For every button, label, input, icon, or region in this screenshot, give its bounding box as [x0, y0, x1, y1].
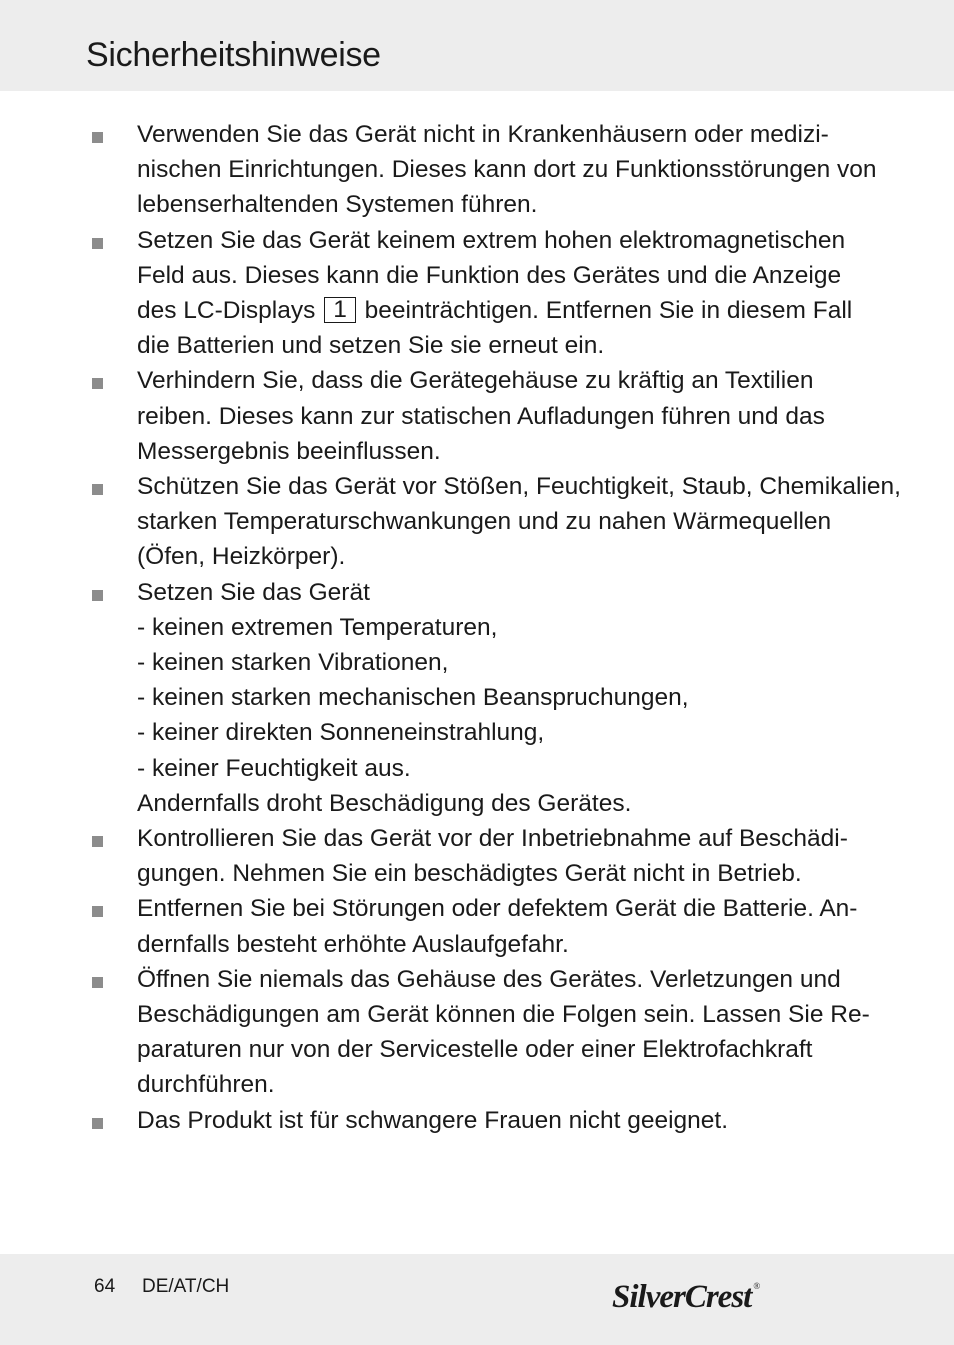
- text-line: Feld aus. Dieses kann die Funktion des Gerätes und die Anzeige: [137, 261, 842, 289]
- text-line: starken Temperaturschwankungen und zu nahen Wärmequellen: [137, 508, 832, 536]
- text-line: Verhindern Sie, dass die Gerätegehäuse zu kräftig an Textilien: [137, 367, 814, 395]
- registered-mark: ®: [753, 1281, 760, 1291]
- text-line: Verwenden Sie das Gerät nicht in Krankenhäusern oder medizi-: [137, 121, 829, 148]
- text-line: Kontrollieren Sie das Gerät vor der Inbetriebnahme auf Beschädi-: [137, 825, 848, 853]
- text-line: paraturen nur von der Servicestelle oder einer Elektrofachkraft: [137, 1036, 813, 1064]
- square-bullet-icon: [92, 238, 103, 249]
- text-line: Entfernen Sie bei Störungen oder defektem Gerät die Batterie. An-: [137, 895, 858, 923]
- text-line: reiben. Dieses kann zur statischen Aufladungen führen und das: [137, 402, 825, 430]
- text-line: Das Produkt ist für schwangere Frauen nicht geeignet.: [137, 1106, 729, 1134]
- square-bullet-icon: [92, 132, 103, 143]
- square-bullet-icon: [92, 977, 103, 988]
- safety-instructions-list: [0, 117, 954, 1138]
- square-bullet-icon: [92, 1118, 103, 1129]
- text-line: Andernfalls droht Beschädigung des Gerätes.: [137, 789, 632, 817]
- list-item: [0, 821, 954, 891]
- text-line: - keiner Feuchtigkeit aus.: [137, 754, 411, 782]
- list-item: [0, 891, 954, 961]
- text-line: [137, 293, 874, 328]
- text-line: Schützen Sie das Gerät vor Stößen, Feuchtigkeit, Staub, Chemikalien,: [137, 473, 901, 501]
- logo-text: SilverCrest: [612, 1279, 752, 1315]
- text-line: - keiner direkten Sonneneinstrahlung,: [137, 719, 545, 747]
- list-item: [0, 962, 954, 1103]
- square-bullet-icon: [92, 378, 103, 389]
- list-item: [0, 117, 954, 223]
- header-band: [0, 0, 954, 91]
- page-title: Sicherheitshinweise: [86, 36, 381, 74]
- square-bullet-icon: [92, 590, 103, 601]
- region-label: DE/AT/CH: [142, 1276, 230, 1297]
- display-reference-box: 1: [324, 297, 356, 323]
- text-line: Messergebnis beeinflussen.: [137, 437, 441, 465]
- text-line: - keinen extremen Temperaturen,: [137, 613, 498, 641]
- footer-band: [0, 1254, 954, 1345]
- text-line: (Öfen, Heizkörper).: [137, 543, 346, 571]
- text-fragment: des LC-Displays: [137, 297, 316, 325]
- brand-logo: [612, 1264, 759, 1319]
- text-line: Setzen Sie das Gerät keinem extrem hohen elektromagnetischen: [137, 226, 846, 254]
- text-line: nischen Einrichtungen. Dieses kann dort zu Funktionsstörungen von: [137, 156, 877, 184]
- list-item: [0, 1103, 954, 1138]
- list-item: [0, 363, 954, 469]
- text-line: durchführen.: [137, 1071, 275, 1099]
- text-line: - keinen starken Vibrationen,: [137, 649, 449, 677]
- text-line: die Batterien und setzen Sie sie erneut ein.: [137, 332, 605, 360]
- list-item: [0, 223, 954, 364]
- page-number: 64: [94, 1276, 116, 1297]
- text-line: Öffnen Sie niemals das Gehäuse des Gerätes. Verletzungen und: [137, 965, 841, 993]
- text-line: Beschädigungen am Gerät können die Folgen sein. Lassen Sie Re-: [137, 1001, 870, 1029]
- square-bullet-icon: [92, 484, 103, 495]
- text-line: lebenserhaltenden Systemen führen.: [137, 191, 538, 219]
- text-fragment: beeinträchtigen. Entfernen Sie in diesem Fall: [364, 297, 853, 325]
- text-line: Setzen Sie das Gerät: [137, 578, 370, 606]
- square-bullet-icon: [92, 906, 103, 917]
- text-line: gungen. Nehmen Sie ein beschädigtes Gerät nicht in Betrieb.: [137, 860, 802, 888]
- square-bullet-icon: [92, 836, 103, 847]
- list-item: [0, 575, 954, 821]
- text-line: dernfalls besteht erhöhte Auslaufgefahr.: [137, 930, 569, 958]
- text-line: - keinen starken mechanischen Beanspruchungen,: [137, 684, 689, 712]
- list-item: [0, 469, 954, 575]
